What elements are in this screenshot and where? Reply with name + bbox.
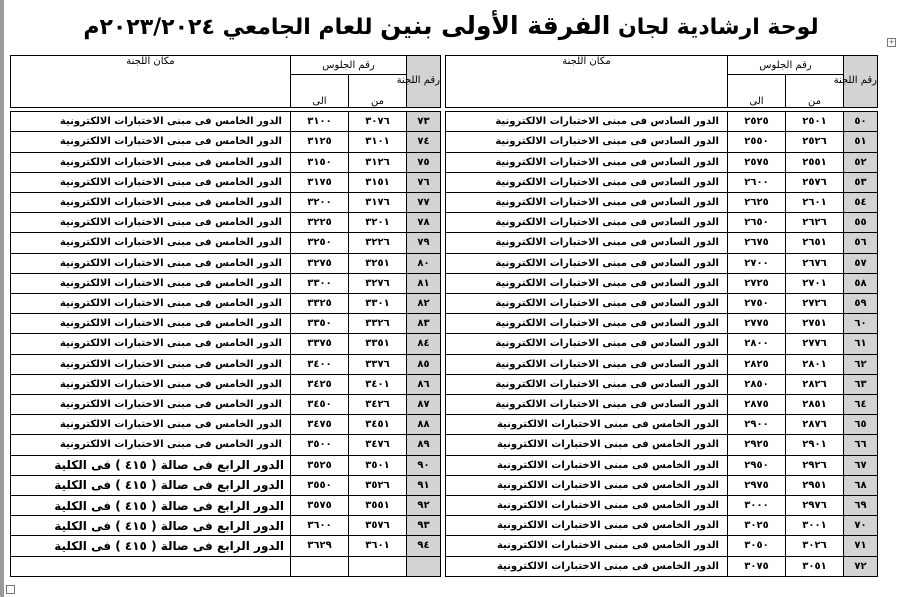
seat-from-cell: ٢٥٥١ — [786, 152, 844, 172]
seat-from-cell: ٣٣٠١ — [348, 293, 406, 313]
table-row — [445, 152, 877, 172]
table-row — [10, 374, 440, 394]
location-cell: الدور الخامس فى مبنى الاختبارات الالكترونية — [10, 112, 290, 132]
seat-from-cell — [348, 556, 406, 576]
location-cell: الدور الخامس فى مبنى الاختبارات الالكترونية — [10, 253, 290, 273]
seat-to-cell: ٣٢٢٥ — [290, 213, 348, 233]
seat-from-cell: ٣٢٠١ — [348, 213, 406, 233]
location-cell: الدور الخامس فى مبنى الاختبارات الالكترونية — [445, 536, 727, 556]
location-cell: الدور السادس فى مبنى الاختبارات الالكترونية — [445, 192, 727, 212]
location-cell: الدور الخامس فى مبنى الاختبارات الالكترونية — [10, 314, 290, 334]
seat-from-cell: ٣١٧٦ — [348, 192, 406, 212]
seat-from-cell: ٢٧٠١ — [786, 273, 844, 293]
table-row — [445, 172, 877, 192]
seat-from-cell: ٢٨٢٦ — [786, 374, 844, 394]
committees-table-right — [445, 55, 878, 577]
table-row — [445, 192, 877, 212]
committee-number-cell: ٥٩ — [844, 293, 878, 313]
table-row — [10, 293, 440, 313]
table-row — [10, 354, 440, 374]
table-row — [445, 132, 877, 152]
location-cell: الدور الخامس فى مبنى الاختبارات الالكترونية — [10, 192, 290, 212]
seat-to-cell: ٣١٢٥ — [290, 132, 348, 152]
page-edge — [0, 0, 4, 597]
location-cell: الدور الخامس فى مبنى الاختبارات الالكترونية — [445, 495, 727, 515]
from-header: من — [348, 75, 406, 108]
committee-number-cell: ٨٣ — [406, 314, 440, 334]
location-cell: الدور السادس فى مبنى الاختبارات الالكترونية — [445, 132, 727, 152]
seat-from-cell: ٢٩٢٦ — [786, 455, 844, 475]
location-cell: الدور الخامس فى مبنى الاختبارات الالكترونية — [10, 293, 290, 313]
table-row — [10, 435, 440, 455]
table-row — [445, 394, 877, 414]
committee-number-cell: ٦٣ — [844, 374, 878, 394]
seat-from-cell: ٣٢٧٦ — [348, 273, 406, 293]
committee-no-header: رقم اللجنة — [406, 56, 440, 108]
seat-from-cell: ٣٥٥١ — [348, 495, 406, 515]
seat-to-cell: ٣٢٠٠ — [290, 192, 348, 212]
table-row — [445, 455, 877, 475]
seat-from-cell: ٣٥٠١ — [348, 455, 406, 475]
committee-number-cell: ٩٠ — [406, 455, 440, 475]
seat-no-header: رقم الجلوس — [290, 56, 406, 75]
from-header: من — [786, 75, 844, 108]
seat-to-cell: ٣٦٠٠ — [290, 516, 348, 536]
seat-to-cell: ٣٥٥٠ — [290, 475, 348, 495]
seat-to-cell: ٢٩٢٥ — [727, 435, 785, 455]
committee-tables — [12, 55, 878, 577]
seat-to-cell: ٢٨٥٠ — [727, 374, 785, 394]
seat-from-cell: ٣١٥١ — [348, 172, 406, 192]
seat-from-cell: ٣٢٢٦ — [348, 233, 406, 253]
location-header: مكان اللجنة — [10, 56, 290, 108]
seat-from-cell: ٣٣٢٦ — [348, 314, 406, 334]
seat-to-cell: ٢٧٢٥ — [727, 273, 785, 293]
location-cell: الدور الخامس فى مبنى الاختبارات الالكترونية — [10, 152, 290, 172]
seat-from-cell: ٣٤٠١ — [348, 374, 406, 394]
location-cell: الدور السادس فى مبنى الاختبارات الالكترونية — [445, 334, 727, 354]
table-row — [10, 152, 440, 172]
location-cell: الدور الرابع فى صالة ( ٤١٥ ) فى الكلية — [10, 536, 290, 556]
committee-number-cell: ٦٧ — [844, 455, 878, 475]
location-cell: الدور السادس فى مبنى الاختبارات الالكترونية — [445, 314, 727, 334]
seat-to-cell: ٢٧٠٠ — [727, 253, 785, 273]
committee-number-cell: ٦١ — [844, 334, 878, 354]
seat-from-cell: ٢٥٧٦ — [786, 172, 844, 192]
location-cell: الدور الخامس فى مبنى الاختبارات الالكترونية — [10, 334, 290, 354]
seat-from-cell: ٢٧٢٦ — [786, 293, 844, 313]
seat-to-cell: ٢٨٠٠ — [727, 334, 785, 354]
seat-from-cell: ٢٩٠١ — [786, 435, 844, 455]
location-cell: الدور الرابع فى صالة ( ٤١٥ ) فى الكلية — [10, 475, 290, 495]
seat-from-cell: ٣٥٢٦ — [348, 475, 406, 495]
table-move-handle[interactable]: + — [888, 38, 895, 46]
table-row — [10, 415, 440, 435]
location-cell: الدور السادس فى مبنى الاختبارات الالكترونية — [445, 374, 727, 394]
table-row — [445, 273, 877, 293]
location-cell: الدور السادس فى مبنى الاختبارات الالكترونية — [445, 293, 727, 313]
seat-to-cell: ٢٩٠٠ — [727, 415, 785, 435]
seat-to-cell: ٢٦٥٠ — [727, 213, 785, 233]
committee-number-cell: ٨٨ — [406, 415, 440, 435]
seat-to-cell: ٣٦٢٩ — [290, 536, 348, 556]
table-row — [10, 536, 440, 556]
title-part-1: لوحة ارشادية لجان — [617, 15, 819, 40]
seat-no-header: رقم الجلوس — [727, 56, 843, 75]
seat-to-cell — [290, 556, 348, 576]
table-row — [10, 233, 440, 253]
seat-to-cell: ٢٩٧٥ — [727, 475, 785, 495]
seat-to-cell: ٢٧٥٠ — [727, 293, 785, 313]
table-row — [10, 132, 440, 152]
committee-number-cell: ٧٨ — [406, 213, 440, 233]
seat-from-cell: ٣١٢٦ — [348, 152, 406, 172]
to-header: الى — [290, 75, 348, 108]
location-cell: الدور الخامس فى مبنى الاختبارات الالكترونية — [10, 233, 290, 253]
table-row — [445, 475, 877, 495]
committee-number-cell: ٥٠ — [844, 112, 878, 132]
table-row — [445, 556, 877, 576]
table-row — [10, 334, 440, 354]
seat-from-cell: ٢٦٠١ — [786, 192, 844, 212]
table-row — [10, 475, 440, 495]
table-row — [445, 354, 877, 374]
committee-number-cell: ٧١ — [844, 536, 878, 556]
seat-to-cell: ٣٣٠٠ — [290, 273, 348, 293]
seat-to-cell: ٢٧٧٥ — [727, 314, 785, 334]
seat-from-cell: ٣٠٠١ — [786, 516, 844, 536]
seat-from-cell: ٣٠٥١ — [786, 556, 844, 576]
seat-to-cell: ٣٠٥٠ — [727, 536, 785, 556]
seat-to-cell: ٣١٠٠ — [290, 112, 348, 132]
committee-number-cell: ٧٧ — [406, 192, 440, 212]
location-cell: الدور السادس فى مبنى الاختبارات الالكترونية — [445, 213, 727, 233]
committee-number-cell: ٧٦ — [406, 172, 440, 192]
location-cell: الدور الخامس فى مبنى الاختبارات الالكترونية — [10, 354, 290, 374]
table-row — [10, 112, 440, 132]
committee-number-cell: ٧٩ — [406, 233, 440, 253]
table-row — [445, 314, 877, 334]
seat-to-cell: ٣٥٠٠ — [290, 435, 348, 455]
committee-number-cell: ٥٤ — [844, 192, 878, 212]
table-row — [445, 516, 877, 536]
committee-number-cell: ٥٧ — [844, 253, 878, 273]
seat-from-cell: ٢٦٧٦ — [786, 253, 844, 273]
committee-number-cell: ٩١ — [406, 475, 440, 495]
committee-number-cell: ٨٩ — [406, 435, 440, 455]
table-row — [445, 293, 877, 313]
location-cell: الدور الرابع فى صالة ( ٤١٥ ) فى الكلية — [10, 455, 290, 475]
committee-number-cell: ٥١ — [844, 132, 878, 152]
committees-table-left — [10, 55, 441, 577]
committee-number-cell: ٧٢ — [844, 556, 878, 576]
seat-to-cell: ٢٥٢٥ — [727, 112, 785, 132]
page-title — [12, 9, 890, 43]
table-row — [10, 273, 440, 293]
location-cell: الدور الخامس فى مبنى الاختبارات الالكترونية — [445, 435, 727, 455]
committee-number-cell: ٦٩ — [844, 495, 878, 515]
seat-to-cell: ٣٥٢٥ — [290, 455, 348, 475]
seat-to-cell: ٢٦٠٠ — [727, 172, 785, 192]
committee-number-cell: ٨١ — [406, 273, 440, 293]
location-cell: الدور السادس فى مبنى الاختبارات الالكترونية — [445, 233, 727, 253]
seat-to-cell: ٣٢٥٠ — [290, 233, 348, 253]
committee-number-cell: ٦٨ — [844, 475, 878, 495]
seat-from-cell: ٢٦٥١ — [786, 233, 844, 253]
committee-number-cell: ٧٤ — [406, 132, 440, 152]
seat-to-cell: ٣٢٧٥ — [290, 253, 348, 273]
committee-number-cell: ٦٥ — [844, 415, 878, 435]
committee-number-cell: ٨٧ — [406, 394, 440, 414]
seat-from-cell: ٢٨٥١ — [786, 394, 844, 414]
table-row — [10, 455, 440, 475]
table-row — [445, 415, 877, 435]
seat-to-cell: ٣١٧٥ — [290, 172, 348, 192]
committee-number-cell: ٥٢ — [844, 152, 878, 172]
committee-number-cell: ٧٣ — [406, 112, 440, 132]
location-cell: الدور السادس فى مبنى الاختبارات الالكترونية — [445, 172, 727, 192]
seat-from-cell: ٣٤٥١ — [348, 415, 406, 435]
table-row — [445, 233, 877, 253]
location-cell: الدور الخامس فى مبنى الاختبارات الالكترونية — [445, 516, 727, 536]
seat-from-cell: ٢٧٥١ — [786, 314, 844, 334]
committee-number-cell: ٦٢ — [844, 354, 878, 374]
table-row — [445, 253, 877, 273]
committee-number-cell: ٧٥ — [406, 152, 440, 172]
committee-number-cell: ٥٦ — [844, 233, 878, 253]
seat-from-cell: ٣٦٠١ — [348, 536, 406, 556]
committee-number-cell: ٦٠ — [844, 314, 878, 334]
seat-from-cell: ٣٣٥١ — [348, 334, 406, 354]
location-cell: الدور الخامس فى مبنى الاختبارات الالكترونية — [10, 213, 290, 233]
table-row — [10, 253, 440, 273]
table-row — [445, 536, 877, 556]
seat-to-cell: ٢٥٥٠ — [727, 132, 785, 152]
location-cell: الدور السادس فى مبنى الاختبارات الالكترونية — [445, 152, 727, 172]
committee-number-cell: ٩٢ — [406, 495, 440, 515]
committee-number-cell: ٩٣ — [406, 516, 440, 536]
seat-to-cell: ٢٥٧٥ — [727, 152, 785, 172]
location-cell: الدور الخامس فى مبنى الاختبارات الالكترونية — [10, 394, 290, 414]
seat-to-cell: ٢٦٢٥ — [727, 192, 785, 212]
location-cell: الدور الخامس فى مبنى الاختبارات الالكترونية — [10, 415, 290, 435]
committee-number-cell: ٥٣ — [844, 172, 878, 192]
location-cell: الدور الخامس فى مبنى الاختبارات الالكترونية — [445, 556, 727, 576]
seat-to-cell: ٢٩٥٠ — [727, 455, 785, 475]
seat-from-cell: ٢٦٢٦ — [786, 213, 844, 233]
seat-to-cell: ٣٠٧٥ — [727, 556, 785, 576]
location-header: مكان اللجنة — [445, 56, 727, 108]
location-cell: الدور الخامس فى مبنى الاختبارات الالكترونية — [445, 475, 727, 495]
seat-to-cell: ٢٦٧٥ — [727, 233, 785, 253]
location-cell: الدور الخامس فى مبنى الاختبارات الالكترونية — [10, 435, 290, 455]
table-row — [10, 314, 440, 334]
seat-to-cell: ٣٣٧٥ — [290, 334, 348, 354]
committee-number-cell: ٦٦ — [844, 435, 878, 455]
committee-no-header: رقم اللجنة — [844, 56, 878, 108]
seat-from-cell: ٣٠٢٦ — [786, 536, 844, 556]
title-part-2: الفرقة الأولى بنين — [380, 11, 611, 40]
table-row — [10, 213, 440, 233]
table-row — [10, 516, 440, 536]
location-cell: الدور الرابع فى صالة ( ٤١٥ ) فى الكلية — [10, 516, 290, 536]
location-cell: الدور السادس فى مبنى الاختبارات الالكترونية — [445, 273, 727, 293]
table-row — [445, 435, 877, 455]
committee-number-cell: ٧٠ — [844, 516, 878, 536]
seat-to-cell: ٣٤٥٠ — [290, 394, 348, 414]
location-cell: الدور الخامس فى مبنى الاختبارات الالكترونية — [10, 132, 290, 152]
seat-to-cell: ٢٨٧٥ — [727, 394, 785, 414]
location-cell: الدور السادس فى مبنى الاختبارات الالكترونية — [445, 354, 727, 374]
seat-to-cell: ٣٣٥٠ — [290, 314, 348, 334]
table-row — [10, 192, 440, 212]
seat-to-cell: ٣٤٧٥ — [290, 415, 348, 435]
table-row — [10, 556, 440, 576]
seat-from-cell: ٢٥٢٦ — [786, 132, 844, 152]
committee-number-cell: ٥٥ — [844, 213, 878, 233]
seat-to-cell: ٣١٥٠ — [290, 152, 348, 172]
location-cell: الدور الخامس فى مبنى الاختبارات الالكترونية — [445, 415, 727, 435]
location-cell: الدور السادس فى مبنى الاختبارات الالكترونية — [445, 394, 727, 414]
seat-from-cell: ٣١٠١ — [348, 132, 406, 152]
seat-to-cell: ٢٨٢٥ — [727, 354, 785, 374]
seat-from-cell: ٢٩٥١ — [786, 475, 844, 495]
seat-from-cell: ٣٤٧٦ — [348, 435, 406, 455]
committee-number-cell: ٨٠ — [406, 253, 440, 273]
to-header: الى — [727, 75, 785, 108]
table-row — [445, 495, 877, 515]
seat-to-cell: ٣٠٢٥ — [727, 516, 785, 536]
committee-number-cell: ٨٢ — [406, 293, 440, 313]
location-cell: الدور الخامس فى مبنى الاختبارات الالكترونية — [10, 273, 290, 293]
seat-from-cell: ٣٠٧٦ — [348, 112, 406, 132]
seat-to-cell: ٣٠٠٠ — [727, 495, 785, 515]
location-cell: الدور الرابع فى صالة ( ٤١٥ ) فى الكلية — [10, 495, 290, 515]
title-part-3: للعام الجامعي ٢٠٢٣/٢٠٢٤م — [83, 15, 373, 40]
table-row — [10, 495, 440, 515]
seat-from-cell: ٣٥٧٦ — [348, 516, 406, 536]
committee-number-cell — [406, 556, 440, 576]
seat-to-cell: ٣٤٢٥ — [290, 374, 348, 394]
table-row — [445, 334, 877, 354]
seat-to-cell: ٣٥٧٥ — [290, 495, 348, 515]
seat-from-cell: ٣٢٥١ — [348, 253, 406, 273]
committee-number-cell: ٥٨ — [844, 273, 878, 293]
committee-number-cell: ٨٤ — [406, 334, 440, 354]
table-row — [445, 374, 877, 394]
table-row — [10, 172, 440, 192]
location-cell: الدور الخامس فى مبنى الاختبارات الالكترونية — [10, 172, 290, 192]
location-cell — [10, 556, 290, 576]
seat-from-cell: ٣٣٧٦ — [348, 354, 406, 374]
table-row — [10, 394, 440, 414]
committee-number-cell: ٦٤ — [844, 394, 878, 414]
table-row — [445, 213, 877, 233]
seat-from-cell: ٣٤٢٦ — [348, 394, 406, 414]
seat-to-cell: ٣٣٢٥ — [290, 293, 348, 313]
seat-from-cell: ٢٨٠١ — [786, 354, 844, 374]
committee-number-cell: ٨٥ — [406, 354, 440, 374]
location-cell: الدور السادس فى مبنى الاختبارات الالكترونية — [445, 253, 727, 273]
committee-number-cell: ٩٤ — [406, 536, 440, 556]
location-cell: الدور الخامس فى مبنى الاختبارات الالكترونية — [10, 374, 290, 394]
seat-from-cell: ٢٩٧٦ — [786, 495, 844, 515]
seat-from-cell: ٢٥٠١ — [786, 112, 844, 132]
location-cell: الدور السادس فى مبنى الاختبارات الالكترونية — [445, 112, 727, 132]
seat-from-cell: ٢٧٧٦ — [786, 334, 844, 354]
committee-number-cell: ٨٦ — [406, 374, 440, 394]
location-cell: الدور الخامس فى مبنى الاختبارات الالكترونية — [445, 455, 727, 475]
table-resize-handle[interactable] — [6, 585, 15, 594]
seat-from-cell: ٢٨٧٦ — [786, 415, 844, 435]
table-row — [445, 112, 877, 132]
seat-to-cell: ٣٤٠٠ — [290, 354, 348, 374]
